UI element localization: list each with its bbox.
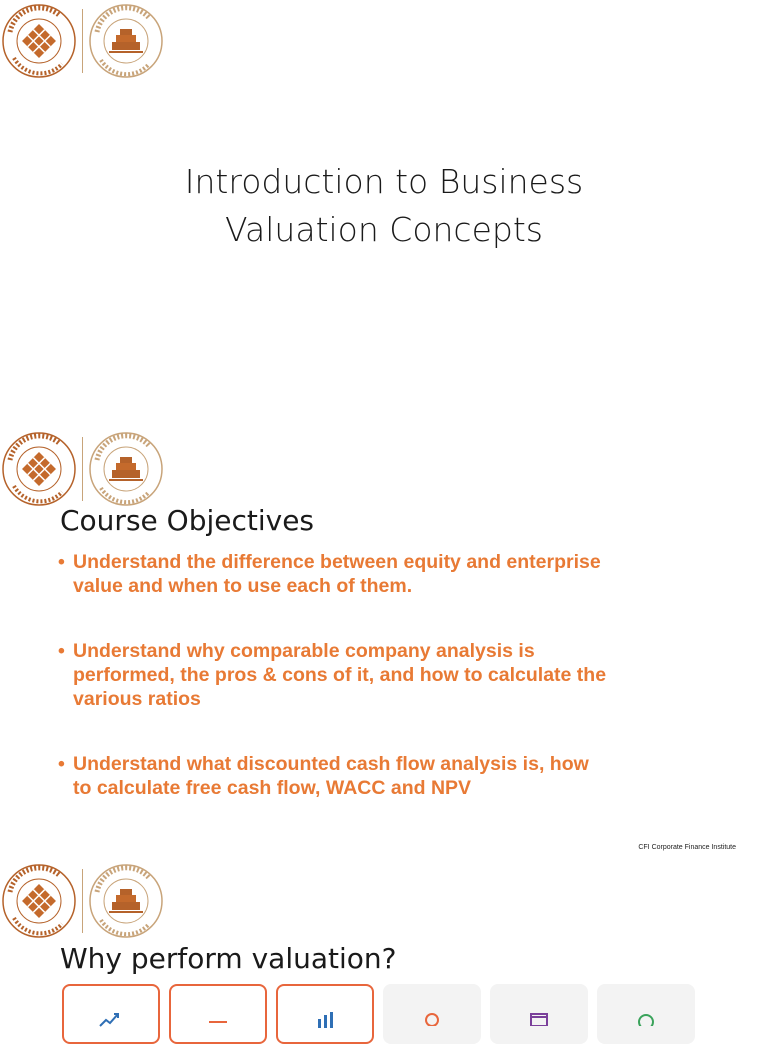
bullet-icon: • (58, 640, 65, 662)
objective-item (58, 752, 738, 800)
valuation-reasons-cards (62, 984, 695, 1044)
anahuac-seal-logo (0, 862, 78, 940)
reason-card (169, 984, 267, 1044)
mayab-seal-logo (87, 2, 165, 80)
gear-icon (383, 1008, 481, 1028)
university-logos (0, 2, 165, 80)
anahuac-seal-logo (0, 2, 78, 80)
mayab-seal-logo (87, 430, 165, 508)
reason-card (62, 984, 160, 1044)
growth-arrow-icon (64, 1010, 158, 1030)
reason-card (597, 984, 695, 1044)
objectives-list (58, 639, 738, 711)
objectives-list (58, 752, 738, 800)
logo-divider (82, 9, 83, 73)
logo-divider (82, 869, 83, 933)
title-line-2: Valuation Concepts (225, 210, 543, 249)
bullet-icon: • (58, 551, 65, 573)
objectives-list (58, 550, 738, 598)
objective-line: value and when to use each of them. (73, 575, 413, 597)
objective-line: various ratios (73, 688, 201, 710)
calendar-icon (490, 1008, 588, 1028)
university-logos (0, 862, 165, 940)
objective-line: performed, the pros & cons of it, and how to calculate the (73, 664, 607, 686)
objective-line: Understand why comparable company analysis is (73, 640, 535, 662)
bar-chart-icon (278, 1010, 372, 1030)
objective-line: to calculate free cash flow, WACC and NPV (73, 777, 472, 799)
reason-card (383, 984, 481, 1044)
objective-item (58, 550, 738, 598)
objective-line: Understand the difference between equity and enterprise (73, 551, 601, 573)
title-slide (0, 0, 768, 400)
anahuac-seal-logo (0, 430, 78, 508)
reason-card (276, 984, 374, 1044)
bullet-icon: • (58, 753, 65, 775)
objective-line: Understand what discounted cash flow analysis is, how (73, 753, 589, 775)
logo-divider (82, 437, 83, 501)
slide-heading: Course Objectives (60, 504, 315, 537)
reason-card (490, 984, 588, 1044)
title-line-1: Introduction to Business (184, 162, 584, 201)
slide-heading: Why perform valuation? (60, 942, 397, 975)
circle-icon (597, 1008, 695, 1028)
presentation-title (0, 158, 768, 254)
document-icon (171, 1010, 265, 1030)
objective-item (58, 639, 738, 711)
university-logos (0, 430, 165, 508)
mayab-seal-logo (87, 862, 165, 940)
course-objectives-slide (0, 418, 768, 848)
source-footnote: CFI Corporate Finance Institute (638, 844, 736, 851)
